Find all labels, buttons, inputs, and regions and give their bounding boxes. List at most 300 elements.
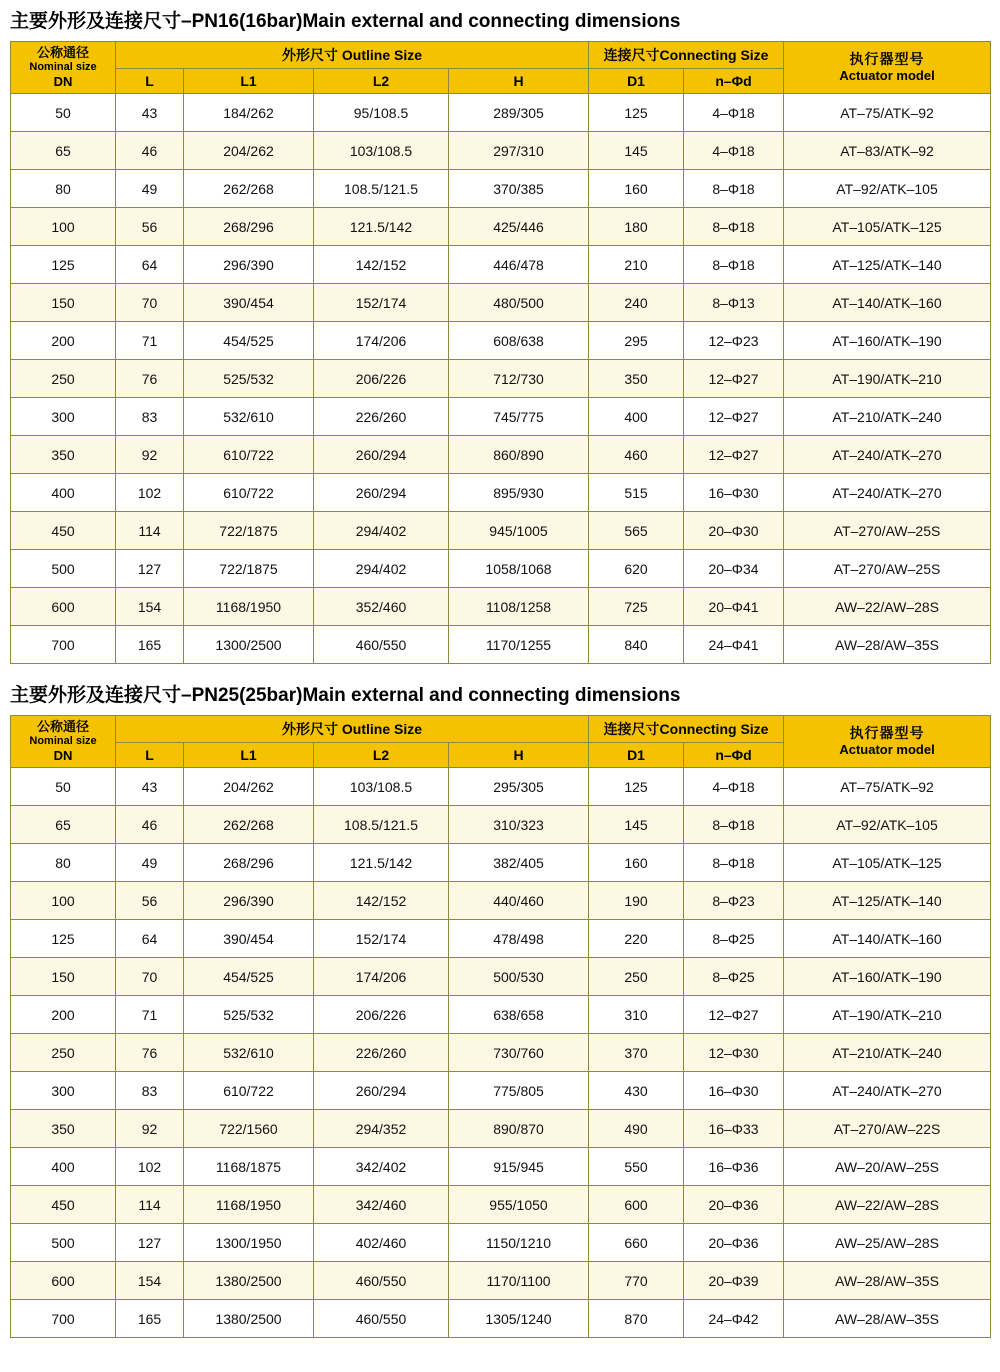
table-row — [11, 958, 991, 996]
cell-nd: 24–Φ41 — [684, 626, 784, 664]
cell-l1: 296/390 — [184, 246, 314, 284]
cell-actuator: AW–20/AW–25S — [784, 1148, 991, 1186]
cell-l: 165 — [116, 626, 184, 664]
cell-actuator: AT–210/ATK–240 — [784, 398, 991, 436]
cell-l1: 1168/1950 — [184, 1186, 314, 1224]
cell-nd: 12–Φ30 — [684, 1034, 784, 1072]
cell-d1: 460 — [589, 436, 684, 474]
cell-l2: 352/460 — [314, 588, 449, 626]
table-row — [11, 550, 991, 588]
cell-nd: 20–Φ41 — [684, 588, 784, 626]
cell-d1: 600 — [589, 1186, 684, 1224]
cell-actuator: AT–105/ATK–125 — [784, 844, 991, 882]
header-actuator-model: 执行器型号 Actuator model — [784, 716, 991, 768]
cell-l1: 390/454 — [184, 284, 314, 322]
cell-l: 92 — [116, 436, 184, 474]
cell-dn: 300 — [11, 398, 116, 436]
cell-l2: 260/294 — [314, 436, 449, 474]
cell-l1: 262/268 — [184, 806, 314, 844]
cell-l: 46 — [116, 132, 184, 170]
cell-dn: 150 — [11, 958, 116, 996]
cell-d1: 870 — [589, 1300, 684, 1338]
cell-dn: 450 — [11, 1186, 116, 1224]
table-row — [11, 882, 991, 920]
cell-nd: 12–Φ23 — [684, 322, 784, 360]
dimensions-table-pn25 — [10, 715, 991, 1338]
header-col-l: L — [116, 743, 184, 768]
cell-d1: 310 — [589, 996, 684, 1034]
cell-l1: 722/1560 — [184, 1110, 314, 1148]
cell-l: 49 — [116, 844, 184, 882]
cell-l1: 532/610 — [184, 398, 314, 436]
cell-dn: 50 — [11, 768, 116, 806]
cell-l2: 342/460 — [314, 1186, 449, 1224]
cell-nd: 8–Φ18 — [684, 170, 784, 208]
table-header — [11, 42, 991, 94]
cell-l: 70 — [116, 958, 184, 996]
cell-l2: 142/152 — [314, 246, 449, 284]
cell-actuator: AT–160/ATK–190 — [784, 958, 991, 996]
cell-nd: 4–Φ18 — [684, 132, 784, 170]
cell-d1: 220 — [589, 920, 684, 958]
cell-actuator: AT–140/ATK–160 — [784, 920, 991, 958]
cell-l2: 152/174 — [314, 284, 449, 322]
cell-l2: 260/294 — [314, 1072, 449, 1110]
cell-l: 46 — [116, 806, 184, 844]
cell-l: 49 — [116, 170, 184, 208]
cell-dn: 600 — [11, 1262, 116, 1300]
cell-nd: 12–Φ27 — [684, 436, 784, 474]
cell-l1: 1380/2500 — [184, 1300, 314, 1338]
cell-l2: 152/174 — [314, 920, 449, 958]
header-col-l1: L1 — [184, 743, 314, 768]
cell-h: 1108/1258 — [449, 588, 589, 626]
cell-l1: 268/296 — [184, 208, 314, 246]
table-row — [11, 208, 991, 246]
cell-l1: 722/1875 — [184, 512, 314, 550]
cell-l: 56 — [116, 208, 184, 246]
cell-nd: 4–Φ18 — [684, 94, 784, 132]
table-row — [11, 246, 991, 284]
cell-actuator: AT–75/ATK–92 — [784, 94, 991, 132]
cell-d1: 190 — [589, 882, 684, 920]
cell-nd: 8–Φ13 — [684, 284, 784, 322]
header-connecting-size: 连接尺寸Connecting Size — [589, 716, 784, 743]
cell-l: 92 — [116, 1110, 184, 1148]
cell-nd: 16–Φ36 — [684, 1148, 784, 1186]
cell-h: 945/1005 — [449, 512, 589, 550]
table-row — [11, 1034, 991, 1072]
cell-l: 127 — [116, 1224, 184, 1262]
table-row — [11, 170, 991, 208]
header-col-l: L — [116, 69, 184, 94]
cell-actuator: AT–75/ATK–92 — [784, 768, 991, 806]
cell-l: 102 — [116, 474, 184, 512]
cell-l2: 260/294 — [314, 474, 449, 512]
cell-actuator: AW–22/AW–28S — [784, 588, 991, 626]
cell-actuator: AT–240/ATK–270 — [784, 436, 991, 474]
cell-d1: 370 — [589, 1034, 684, 1072]
header-actuator-model: 执行器型号 Actuator model — [784, 42, 991, 94]
table-row — [11, 360, 991, 398]
cell-l2: 294/352 — [314, 1110, 449, 1148]
cell-h: 890/870 — [449, 1110, 589, 1148]
cell-h: 775/805 — [449, 1072, 589, 1110]
cell-l2: 174/206 — [314, 958, 449, 996]
table-row — [11, 474, 991, 512]
header-nominal-size: 公称通径 Nominal size DN — [11, 42, 116, 94]
cell-l2: 206/226 — [314, 996, 449, 1034]
cell-actuator: AT–190/ATK–210 — [784, 360, 991, 398]
section-pn16 — [0, 0, 1000, 664]
table-row — [11, 1148, 991, 1186]
cell-l: 64 — [116, 246, 184, 284]
cell-dn: 125 — [11, 246, 116, 284]
section-pn25 — [0, 664, 1000, 1338]
cell-l: 76 — [116, 360, 184, 398]
cell-h: 712/730 — [449, 360, 589, 398]
cell-l1: 532/610 — [184, 1034, 314, 1072]
cell-actuator: AW–28/AW–35S — [784, 626, 991, 664]
cell-nd: 20–Φ30 — [684, 512, 784, 550]
cell-d1: 725 — [589, 588, 684, 626]
cell-d1: 400 — [589, 398, 684, 436]
cell-l1: 525/532 — [184, 996, 314, 1034]
cell-l1: 204/262 — [184, 768, 314, 806]
cell-nd: 8–Φ18 — [684, 806, 784, 844]
cell-dn: 250 — [11, 1034, 116, 1072]
cell-l: 83 — [116, 1072, 184, 1110]
cell-l1: 722/1875 — [184, 550, 314, 588]
cell-actuator: AT–92/ATK–105 — [784, 170, 991, 208]
header-col-l1: L1 — [184, 69, 314, 94]
cell-actuator: AT–270/AW–22S — [784, 1110, 991, 1148]
cell-dn: 100 — [11, 208, 116, 246]
cell-h: 310/323 — [449, 806, 589, 844]
cell-l1: 525/532 — [184, 360, 314, 398]
cell-l2: 108.5/121.5 — [314, 170, 449, 208]
cell-l2: 121.5/142 — [314, 844, 449, 882]
cell-l2: 294/402 — [314, 512, 449, 550]
cell-l: 114 — [116, 512, 184, 550]
cell-nd: 8–Φ18 — [684, 208, 784, 246]
cell-actuator: AW–25/AW–28S — [784, 1224, 991, 1262]
header-col-h: H — [449, 69, 589, 94]
header-col-d1: D1 — [589, 743, 684, 768]
cell-d1: 490 — [589, 1110, 684, 1148]
cell-l: 71 — [116, 996, 184, 1034]
table-row — [11, 512, 991, 550]
cell-dn: 350 — [11, 436, 116, 474]
cell-d1: 125 — [589, 94, 684, 132]
cell-d1: 565 — [589, 512, 684, 550]
dimensions-table-pn16 — [10, 41, 991, 664]
cell-l1: 184/262 — [184, 94, 314, 132]
header-col-h: H — [449, 743, 589, 768]
cell-h: 440/460 — [449, 882, 589, 920]
cell-l2: 460/550 — [314, 626, 449, 664]
cell-h: 1305/1240 — [449, 1300, 589, 1338]
header-col-nd: n–Φd — [684, 743, 784, 768]
cell-actuator: AT–105/ATK–125 — [784, 208, 991, 246]
cell-l1: 610/722 — [184, 1072, 314, 1110]
table-header — [11, 716, 991, 768]
header-nominal-size: 公称通径 Nominal size DN — [11, 716, 116, 768]
cell-dn: 80 — [11, 844, 116, 882]
header-col-nd: n–Φd — [684, 69, 784, 94]
cell-h: 478/498 — [449, 920, 589, 958]
cell-d1: 550 — [589, 1148, 684, 1186]
cell-l2: 142/152 — [314, 882, 449, 920]
cell-d1: 160 — [589, 170, 684, 208]
cell-l2: 294/402 — [314, 550, 449, 588]
cell-dn: 125 — [11, 920, 116, 958]
cell-l2: 108.5/121.5 — [314, 806, 449, 844]
table-row — [11, 1072, 991, 1110]
table-row — [11, 436, 991, 474]
cell-l: 154 — [116, 1262, 184, 1300]
table-row — [11, 626, 991, 664]
cell-nd: 8–Φ25 — [684, 958, 784, 996]
cell-d1: 180 — [589, 208, 684, 246]
cell-d1: 240 — [589, 284, 684, 322]
cell-d1: 210 — [589, 246, 684, 284]
cell-l2: 206/226 — [314, 360, 449, 398]
cell-l2: 95/108.5 — [314, 94, 449, 132]
cell-h: 480/500 — [449, 284, 589, 322]
table-row — [11, 768, 991, 806]
cell-nd: 12–Φ27 — [684, 398, 784, 436]
cell-nd: 8–Φ23 — [684, 882, 784, 920]
cell-h: 446/478 — [449, 246, 589, 284]
table-row — [11, 1300, 991, 1338]
cell-l2: 226/260 — [314, 1034, 449, 1072]
cell-d1: 160 — [589, 844, 684, 882]
table-row — [11, 132, 991, 170]
cell-d1: 620 — [589, 550, 684, 588]
cell-h: 289/305 — [449, 94, 589, 132]
section-title: 主要外形及连接尺寸–PN25(25bar)Main external and connecting dimensions — [10, 685, 681, 706]
header-col-l2: L2 — [314, 743, 449, 768]
cell-actuator: AT–190/ATK–210 — [784, 996, 991, 1034]
cell-d1: 660 — [589, 1224, 684, 1262]
cell-nd: 8–Φ18 — [684, 844, 784, 882]
cell-l1: 268/296 — [184, 844, 314, 882]
cell-l: 154 — [116, 588, 184, 626]
table-row — [11, 322, 991, 360]
cell-l1: 262/268 — [184, 170, 314, 208]
header-col-d1: D1 — [589, 69, 684, 94]
cell-dn: 500 — [11, 550, 116, 588]
cell-d1: 350 — [589, 360, 684, 398]
cell-h: 1058/1068 — [449, 550, 589, 588]
cell-dn: 150 — [11, 284, 116, 322]
cell-l: 71 — [116, 322, 184, 360]
cell-dn: 65 — [11, 806, 116, 844]
cell-dn: 700 — [11, 626, 116, 664]
cell-actuator: AT–240/ATK–270 — [784, 1072, 991, 1110]
header-outline-size: 外形尺寸 Outline Size — [116, 42, 589, 69]
cell-actuator: AT–125/ATK–140 — [784, 246, 991, 284]
cell-d1: 770 — [589, 1262, 684, 1300]
cell-d1: 125 — [589, 768, 684, 806]
cell-l2: 103/108.5 — [314, 132, 449, 170]
cell-dn: 50 — [11, 94, 116, 132]
cell-actuator: AW–28/AW–35S — [784, 1262, 991, 1300]
cell-h: 730/760 — [449, 1034, 589, 1072]
cell-h: 1170/1255 — [449, 626, 589, 664]
cell-h: 1170/1100 — [449, 1262, 589, 1300]
cell-h: 425/446 — [449, 208, 589, 246]
cell-d1: 515 — [589, 474, 684, 512]
cell-dn: 450 — [11, 512, 116, 550]
cell-l: 127 — [116, 550, 184, 588]
cell-dn: 700 — [11, 1300, 116, 1338]
cell-dn: 100 — [11, 882, 116, 920]
cell-dn: 350 — [11, 1110, 116, 1148]
cell-dn: 250 — [11, 360, 116, 398]
cell-h: 370/385 — [449, 170, 589, 208]
cell-h: 745/775 — [449, 398, 589, 436]
cell-actuator: AW–22/AW–28S — [784, 1186, 991, 1224]
table-row — [11, 844, 991, 882]
cell-l1: 610/722 — [184, 474, 314, 512]
cell-nd: 20–Φ39 — [684, 1262, 784, 1300]
cell-l2: 460/550 — [314, 1262, 449, 1300]
cell-l2: 460/550 — [314, 1300, 449, 1338]
cell-h: 382/405 — [449, 844, 589, 882]
cell-actuator: AT–83/ATK–92 — [784, 132, 991, 170]
cell-nd: 16–Φ33 — [684, 1110, 784, 1148]
header-connecting-size: 连接尺寸Connecting Size — [589, 42, 784, 69]
cell-nd: 20–Φ34 — [684, 550, 784, 588]
section-title: 主要外形及连接尺寸–PN16(16bar)Main external and connecting dimensions — [10, 11, 681, 32]
cell-d1: 250 — [589, 958, 684, 996]
table-body — [11, 94, 991, 664]
cell-dn: 300 — [11, 1072, 116, 1110]
cell-l1: 454/525 — [184, 958, 314, 996]
table-row — [11, 398, 991, 436]
header-outline-size: 外形尺寸 Outline Size — [116, 716, 589, 743]
cell-l2: 402/460 — [314, 1224, 449, 1262]
cell-l: 70 — [116, 284, 184, 322]
table-row — [11, 94, 991, 132]
cell-h: 295/305 — [449, 768, 589, 806]
cell-nd: 8–Φ18 — [684, 246, 784, 284]
cell-l1: 204/262 — [184, 132, 314, 170]
cell-l: 64 — [116, 920, 184, 958]
cell-l1: 390/454 — [184, 920, 314, 958]
table-row — [11, 284, 991, 322]
cell-l: 43 — [116, 94, 184, 132]
cell-l: 43 — [116, 768, 184, 806]
cell-dn: 400 — [11, 1148, 116, 1186]
cell-h: 915/945 — [449, 1148, 589, 1186]
cell-nd: 16–Φ30 — [684, 474, 784, 512]
cell-l1: 1168/1950 — [184, 588, 314, 626]
cell-nd: 16–Φ30 — [684, 1072, 784, 1110]
cell-l2: 121.5/142 — [314, 208, 449, 246]
cell-d1: 295 — [589, 322, 684, 360]
cell-actuator: AT–270/AW–25S — [784, 512, 991, 550]
table-row — [11, 1262, 991, 1300]
cell-l1: 296/390 — [184, 882, 314, 920]
cell-l1: 1300/2500 — [184, 626, 314, 664]
table-row — [11, 1110, 991, 1148]
cell-h: 297/310 — [449, 132, 589, 170]
cell-l: 83 — [116, 398, 184, 436]
cell-dn: 400 — [11, 474, 116, 512]
cell-l2: 103/108.5 — [314, 768, 449, 806]
cell-nd: 24–Φ42 — [684, 1300, 784, 1338]
cell-actuator: AT–240/ATK–270 — [784, 474, 991, 512]
cell-dn: 200 — [11, 322, 116, 360]
table-row — [11, 920, 991, 958]
cell-actuator: AW–28/AW–35S — [784, 1300, 991, 1338]
cell-l1: 1300/1950 — [184, 1224, 314, 1262]
table-row — [11, 806, 991, 844]
cell-actuator: AT–125/ATK–140 — [784, 882, 991, 920]
table-body — [11, 768, 991, 1338]
table-row — [11, 588, 991, 626]
cell-h: 955/1050 — [449, 1186, 589, 1224]
cell-actuator: AT–210/ATK–240 — [784, 1034, 991, 1072]
cell-l2: 342/402 — [314, 1148, 449, 1186]
cell-nd: 8–Φ25 — [684, 920, 784, 958]
cell-h: 1150/1210 — [449, 1224, 589, 1262]
cell-nd: 20–Φ36 — [684, 1186, 784, 1224]
cell-nd: 20–Φ36 — [684, 1224, 784, 1262]
cell-d1: 145 — [589, 132, 684, 170]
cell-nd: 12–Φ27 — [684, 996, 784, 1034]
table-row — [11, 996, 991, 1034]
cell-dn: 200 — [11, 996, 116, 1034]
cell-d1: 430 — [589, 1072, 684, 1110]
table-row — [11, 1224, 991, 1262]
cell-l1: 610/722 — [184, 436, 314, 474]
cell-actuator: AT–140/ATK–160 — [784, 284, 991, 322]
table-row — [11, 1186, 991, 1224]
cell-h: 608/638 — [449, 322, 589, 360]
cell-l1: 454/525 — [184, 322, 314, 360]
cell-nd: 4–Φ18 — [684, 768, 784, 806]
header-col-l2: L2 — [314, 69, 449, 94]
cell-dn: 65 — [11, 132, 116, 170]
cell-nd: 12–Φ27 — [684, 360, 784, 398]
cell-h: 500/530 — [449, 958, 589, 996]
cell-l: 56 — [116, 882, 184, 920]
cell-l1: 1168/1875 — [184, 1148, 314, 1186]
cell-l1: 1380/2500 — [184, 1262, 314, 1300]
cell-actuator: AT–270/AW–25S — [784, 550, 991, 588]
cell-d1: 840 — [589, 626, 684, 664]
cell-l2: 174/206 — [314, 322, 449, 360]
cell-actuator: AT–160/ATK–190 — [784, 322, 991, 360]
cell-dn: 500 — [11, 1224, 116, 1262]
cell-h: 860/890 — [449, 436, 589, 474]
cell-l: 102 — [116, 1148, 184, 1186]
cell-l: 76 — [116, 1034, 184, 1072]
cell-actuator: AT–92/ATK–105 — [784, 806, 991, 844]
cell-h: 895/930 — [449, 474, 589, 512]
cell-l: 165 — [116, 1300, 184, 1338]
cell-l: 114 — [116, 1186, 184, 1224]
cell-h: 638/658 — [449, 996, 589, 1034]
cell-d1: 145 — [589, 806, 684, 844]
cell-dn: 600 — [11, 588, 116, 626]
cell-dn: 80 — [11, 170, 116, 208]
cell-l2: 226/260 — [314, 398, 449, 436]
